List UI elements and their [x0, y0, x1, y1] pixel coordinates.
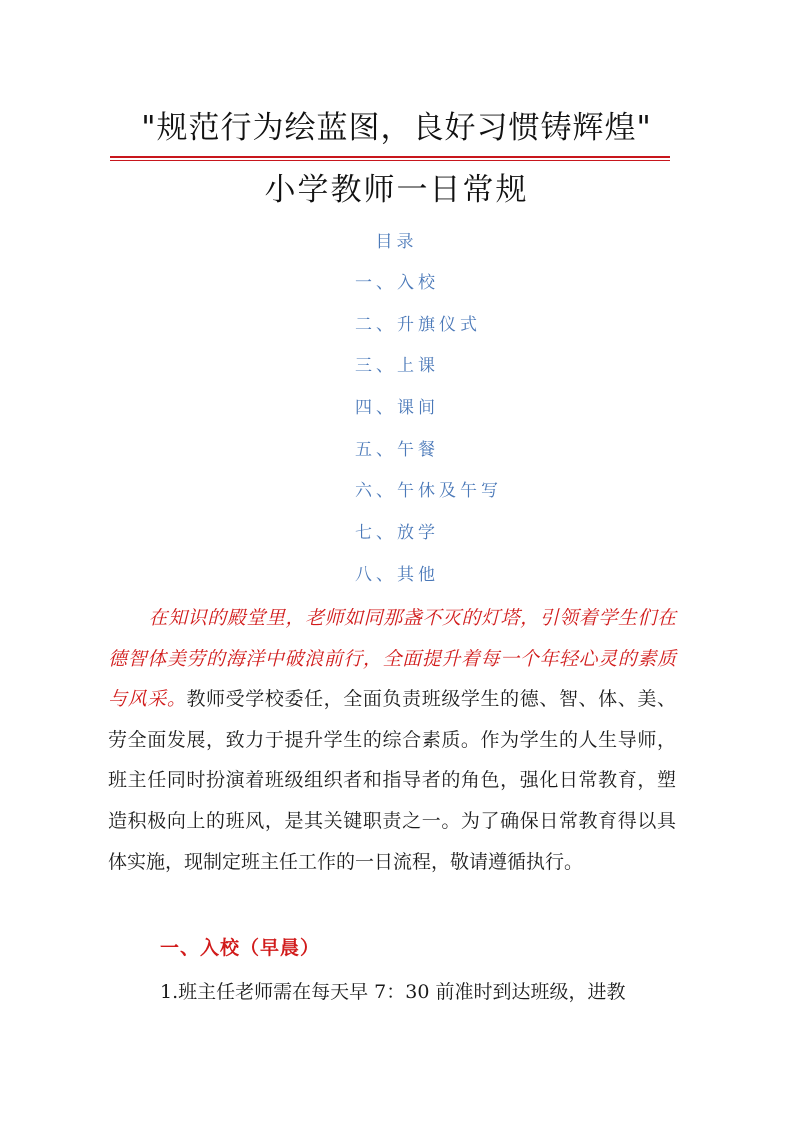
toc-item[interactable]: 一、入校	[355, 273, 439, 293]
title-divider-thick	[110, 156, 670, 158]
toc-item[interactable]: 三、上课	[355, 356, 439, 377]
toc-item[interactable]: 六、午休及午写	[355, 481, 502, 502]
intro-highlight: 在知识的殿堂里，老师如同那盏不灭的灯塔，引领着学生们在德智体美劳的海洋中破浪前行，全面提升着每一个年轻心灵的素质与风采。	[108, 607, 676, 711]
document-title: "规范行为绘蓝图，良好习惯铸辉煌"	[141, 110, 652, 146]
toc-item[interactable]: 二、升旗仪式	[355, 314, 481, 335]
section-heading-arrival: 一、入校（早晨）	[160, 937, 321, 959]
title-divider	[110, 156, 670, 162]
document-subtitle: 小学教师一日常规	[264, 172, 529, 208]
section-item: 1.班主任老师需在每天早 7：30 前准时到达班级，进教	[160, 981, 626, 1003]
title-divider-thin	[110, 160, 670, 161]
toc-item[interactable]: 四、课间	[355, 398, 439, 419]
intro-paragraph	[108, 598, 676, 882]
table-of-contents	[355, 269, 502, 603]
toc-item[interactable]: 五、午餐	[355, 439, 439, 460]
toc-item[interactable]: 八、其他	[355, 564, 439, 585]
toc-item[interactable]: 七、放学	[355, 523, 439, 544]
intro-body: 教师受学校委任，全面负责班级学生的德、智、体、美、劳全面发展，致力于提升学生的综合素质。作为学生的人生导师，班主任同时扮演着班级组织者和指导者的角色，强化日常教育，塑造积极向上的班风，是其关键职责之一。为了确保日常教育得以具体实施，现制定班主任工作的一日流程，敬请遵循执行。	[108, 688, 676, 873]
toc-heading: 目录	[375, 232, 418, 252]
